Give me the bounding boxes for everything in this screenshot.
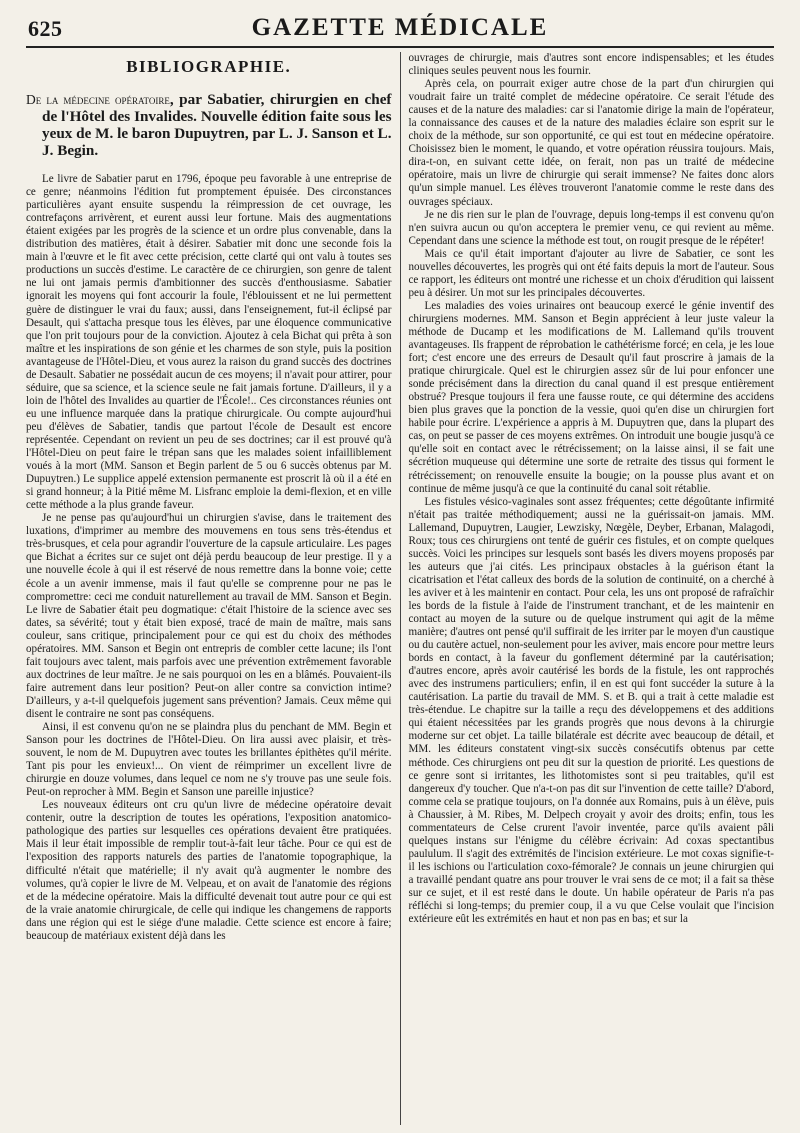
journal-title: GAZETTE MÉDICALE xyxy=(251,14,549,41)
page-header xyxy=(26,12,774,48)
paragraph: Les fistules vésico-vaginales sont assez fréquentes; cette dégoûtante infirmité n'était pas traitée méthodiquement; aussi ne la guérissait-on jamais. MM. Lallemand, Dupuytren, Laugier, Lewzisky, Nœgèle, Deyber, Erbanan, Malagodi, Roux; tous ces chirurgiens ont tenté de guérir ces fistules, et on compte quelques succès. Voici les principes sur lesquels sont basés les divers moyens proposés par les auteurs que j'ai cités. Les principaux obstacles à la guérison étant la cicatrisation et l'état calleux des bords de la solution de continuité, on a cherché à les aviver et à les maintenir en contact. Pour cela, les uns ont proposé de rafraîchir les bords de la fistule à l'aide de l'instrument tranchant, et de les maintenir en contact au moyen de la suture ou de quelque instrument qui agit de la même manière; d'autres ont pensé qu'il suffirait de les irriter par le moyen d'un caustique ou du cautère actuel, non-seulement pour les aviver, mais encore pour mettre leurs bords en contact, à la faveur du gonflement déterminé par la cautérisation; d'autres encore, après avoir cautérisé les bords de la fistule, les ont rapprochés avec des instrumens particuliers; enfin, il en est qui font succéder la suture à la cautérisation. La partie du travail de MM. S. et B. qui a trait à cette maladie est très-étendue. Le chapitre sur la taille a reçu des développemens et des additions qui étaient nécessitées par les grands progrès que nous devons à la chirurgie moderne sur cet objet. La taille bilatérale est décrite avec beaucoup de détail, et MM. les éditeurs constatent vingt-six succès consécutifs obtenus par cette méthode. Ces chirurgiens ont peu dit sur la question de priorité. Les questions de ce genre sont si irritantes, les lithotomistes sont si peu traitables, qu'il est dangereux d'y toucher. Que n'a-t-on pas dit sur l'invention de cette taille? D'abord, comme cela se pratique toujours, on l'a donnée aux Romains, puis à un élève, puis à Chaussier, à M. Ribes, M. Delpech croyait y avoir des droits; enfin, tous les commentateurs de Celse crurent l'avoir inventée, parce qu'ils avaient pâli quelques instans sur l'énigme du célèbre écrivain: Ad coxas spectantibus paululum. Il s'agit des extrémités de l'incision extérieure. Le mot coxas signifie-t-il les ischions ou l'articulation coxo-fémorale? Je connais un jeune chirurgien qui a travaillé pendant quatre ans pour trouver le vrai sens de ce mot; il a fait sa thèse sur ce sujet, et il est resté dans le doute. Un habile opérateur de Paris n'a pas réfléchi si long-temps; du premier coup, il a vu que Celse voulait que l'incision extérieure eût les extrémités en haut et non pas en bas; et sur la xyxy=(408,495,774,926)
book-title-rest: , par Sabatier, chirurgien en chef de l'Hôtel des Invalides. Nouvelle édition faite sous les yeux de M. le baron Dupuytren, par L. J. Sanson et L. J. Begin. xyxy=(42,91,392,160)
right-column xyxy=(401,52,775,1125)
paragraph: Les nouveaux éditeurs ont cru qu'un livre de médecine opératoire devait contenir, outre la description de toutes les opérations, l'exposition anatomico-pathologique des parties sur lesquelles ces opérations devaient être pratiquées. Mais il leur était impossible de remplir tout-à-fait leur tâche. Pour ce qui est de l'exposition des rapports naturels des parties de l'anatomie topographique, la difficulté n'était que matérielle; il n'y avait qu'à augmenter le nombre des volumes, qu'à copier le livre de M. Velpeau, et on avait de l'anatomie des régions et de la médecine opératoire. Mais la difficulté devenait tout autre pour ce qui est de la vraie anatomie chirurgicale, de celle qui indique les changemens de rapports dans une région qui est le siége d'une maladie. Cette science est encore à faire; beaucoup de matériaux existent déjà dans les xyxy=(26,799,392,942)
book-title-lead: De la médecine opératoire xyxy=(26,92,170,108)
paragraph: Mais ce qu'il était important d'ajouter au livre de Sabatier, ce sont les nouvelles découvertes, les progrès qui ont été faits depuis la mort de l'auteur. Sous ce rapport, les éditeurs ont montré une richesse et un choix d'érudition qui laissent peu à désirer. Un mot sur les principales découvertes. xyxy=(408,247,774,299)
paragraph-continued: ouvrages de chirurgie, mais d'autres sont encore indispensables; et les études cliniques seules peuvent nous les fournir. xyxy=(408,52,774,78)
book-title xyxy=(26,91,392,159)
paragraph: Après cela, on pourrait exiger autre chose de la part d'un chirurgien qui voudrait faire un traité complet de médecine opératoire. Ce serait l'étude des causes et de la nature des maladies: car si l'anatomie dirige la main de l'opérateur, la connaissance des causes et de la nature des maladies éclaire son esprit sur le choix de la méthode, sur son opportunité, ce qui est tout en médecine opératoire. Choisissez bien le moment, le quando, et votre opération réussira toujours. Mais, dira-t-on, en suivant cette idée, on ferait, non pas un traité de médecine opératoire, mais un livre de chirurgie qui serait immense? Ne faites donc alors qu'un simple manuel. Les élèves trouveront l'anatomie comme le reste dans des ouvrages spéciaux. xyxy=(408,78,774,208)
left-column xyxy=(26,52,401,1125)
paragraph: Je ne pense pas qu'aujourd'hui un chirurgien s'avise, dans le traitement des luxations, d'imprimer au membre des mouvemens en tous sens très-étendus et très-brusques, et cela pour agrandir l'ouverture de la capsule articulaire. Les pages que Bichat a écrites sur ce sujet ont déjà perdu beaucoup de leur prestige. Il y a une nouvelle école à qui il est réservé de nous remettre dans la bonne voie; cette école a un avenir immense, mais il faut qu'elle se comprenne pour ne pas le compromettre: ceci me conduit naturellement au travail de MM. Sanson et Begin. Le livre de Sabatier était peu dogmatique: c'était l'histoire de la science avec ses dates, sa sévérité; tout y était bien exposé, tracé de main de maître, mais sans couleur, sans critique, principalement pour ce qui est du choix des méthodes opératoires. MM. Sanson et Begin ont entrepris de combler cette lacune; ils l'ont fait toujours avec talent, mais parfois avec une prévention extrêmement favorable aux doctrines de leur maître. Je ne sais pourquoi on les en a blâmés. Pouvaient-ils faire autrement dans leur position? Peut-on aller contre sa conviction intime? D'ailleurs, y a-t-il quelquefois jugement sans prévention? Jamais. Ceux même qui disent le contraire ne sont pas conséquens. xyxy=(26,512,392,720)
page-number: 625 xyxy=(28,16,63,41)
text-columns xyxy=(26,52,774,1125)
section-heading: BIBLIOGRAPHIE. xyxy=(126,57,292,76)
paragraph: Je ne dis rien sur le plan de l'ouvrage, depuis long-temps il est convenu qu'on n'en suivra aucun ou qu'on acceptera le premier venu, ce qui revient au même. Cependant dans une science la méthode est tout, on rougit presque de le répéter! xyxy=(408,208,774,247)
paragraph: Ainsi, il est convenu qu'on ne se plaindra plus du penchant de MM. Begin et Sanson pour les doctrines de l'Hôtel-Dieu. On lira aussi avec plaisir, et très-souvent, le nom de M. Dupuytren avec toutes les brillantes épithètes qu'il mérite. Tant pis pour les envieux!... On vient de réimprimer un excellent livre de chirurgie en douze volumes, dans lequel ce nom ne s'y trouve pas une seule fois. Peut-on reprocher à MM. Begin et Sanson une pareille injustice? xyxy=(26,721,392,799)
paragraph: Le livre de Sabatier parut en 1796, époque peu favorable à une entreprise de ce genre; néanmoins l'édition fut promptement épuisée. Des circonstances particulières ayant ensuite suspendu la réimpression de cet ouvrage, les contrefaçons arrivèrent, et eurent aussi leur fortune. Mais des augmentations étaient exigées par les progrès de la science et un ordre plus convenable, dans la distribution des matières, était à désirer. Sabatier mit donc une seconde fois la main à l'œuvre et le fit avec cette précision, cette clarté qui ont valu à toutes ses productions un succès d'estime. Le caractère de ce chirurgien, son genre de talent ne lui ont jamais permis d'ambitionner des succès d'enthousiasme. Sabatier ignorait les moyens qui font accourir la foule, l'éblouissent et ne lui permettent guère de distinguer le vrai du faux; aussi, dans l'enseignement, fut-il éclipsé par Desault, qui s'attacha presque tous les élèves, par une éloquence communicative que l'on prit toujours pour de la conviction. Ajoutez à cela Bichat qui prêta à son maître et les inspirations de son génie et les charmes de son style, puis la position avantageuse de l'Hôtel-Dieu, et vous aurez la raison du grand succès des doctrines de Desault. Sabatier ne possédait aucun de ces moyens; il n'avait pour attirer, pour séduire, que sa science, et la science seule ne fait jamais fortune. D'ailleurs, il y a loin de l'hôtel des Invalides au quartier de l'École!.. Ces circonstances réunies ont eu une influence marquée dans la pratique chirurgicale. Ou compte aujourd'hui peu d'élèves de Sabatier, tandis que partout l'école de Desault est encore représentée. Cependant on revient un peu de ses doctrines; car il est prouvé qu'à l'Hôtel-Dieu on peut faire le trépan sans que les malades soient infailliblement voués à la mort (MM. Sanson et Begin parlent de 5 ou 6 succès obtenus par M. Dupuytren.) Le supplice appelé extension permanente est proscrit là où il a été en si grand honneur; à la Pitié même M. Lisfranc emploie la demi-flexion, et en ville cette méthode a la plus grande faveur. xyxy=(26,173,392,512)
paragraph: Les maladies des voies urinaires ont beaucoup exercé le génie inventif des chirurgiens modernes. MM. Sanson et Begin apprécient à leur juste valeur la méthode de Ducamp et les modifications de M. Lallemand qu'ils trouvent avantageuses. Ils frappent de réprobation le cathétérisme forcé; en cela, je les loue fort; c'est encore une des erreurs de Desault qu'il faut proscrire à jamais de la pratique chirurgicale. Quel est le chirurgien assez sûr de lui pour enfoncer une sonde précisément dans la direction du canal quand il est presque entièrement obstrué? Presque toujours il fera une fausse route, ce qui détermine des accidens bien plus graves que la ponction de la vessie, quoi qu'en dise un chirurgien fort habile pour écrire. L'expérience a appris à M. Dupuytren que, dans la plupart des cas, on peut se passer de ces moyens extrêmes. On introduit une bougie jusqu'à ce qu'elle soit en contact avec le rétrécissement; on la laisse ainsi, il se fait une sécrétion muqueuse qui détermine une sorte de retraite des tissus qui forment le rétrécissement; on renouvelle ensuite la bougie; on la pousse plus avant et on continue de même jusqu'à ce que la continuité du canal soit rétablie. xyxy=(408,299,774,495)
